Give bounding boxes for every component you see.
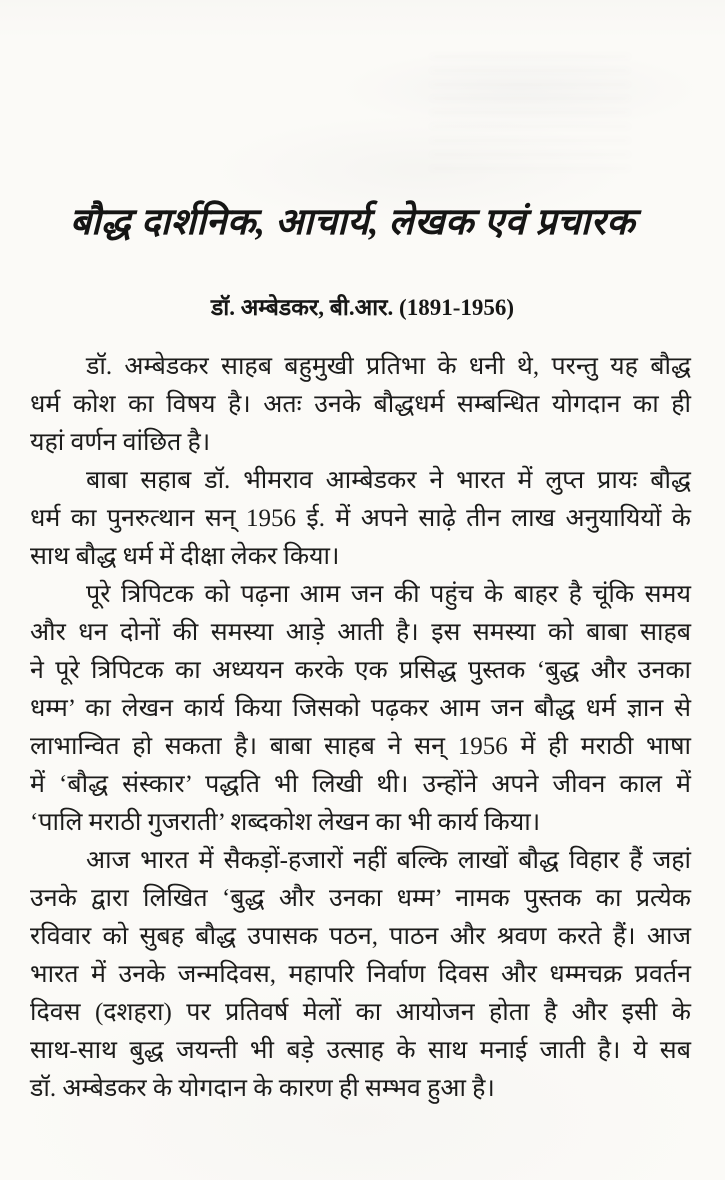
text-line: यहां वर्णन वांछित है। <box>30 429 211 457</box>
text-line: डॉ. अम्बेडकर साहब बहुमुखी प्रतिभा के धनी थे, परन्तु यह बौद्ध <box>86 353 691 381</box>
text-line: साथ-साथ बुद्ध जयन्ती भी बड़े उत्साह के साथ मनाई जाती है। ये सब <box>30 1037 691 1065</box>
text-line: बाबा सहाब डॉ. भीमराव आम्बेडकर ने भारत में लुप्त प्रायः बौद्ध <box>86 467 691 495</box>
paragraph <box>30 462 691 576</box>
text-line: लाभान्वित हो सकता है। बाबा साहब ने सन् 1956 में ही मराठी भाषा <box>30 733 691 761</box>
text-line: डॉ. अम्बेडकर के योगदान के कारण ही सम्भव हुआ है। <box>30 1075 495 1103</box>
entry-heading: डॉ. अम्बेडकर, बी.आर. (1891-1956) <box>210 295 515 321</box>
text-line: ने पूरे त्रिपिटक का अध्ययन करके एक प्रसिद्ध पुस्तक ‘बुद्ध और उनका <box>30 657 691 685</box>
text-line: दिवस (दशहरा) पर प्रतिवर्ष मेलों का आयोजन होता है और इसी के <box>30 999 691 1027</box>
text-line: उनके द्वारा लिखित ‘बुद्ध और उनका धम्म’ नामक पुस्तक का प्रत्येक <box>30 885 692 913</box>
text-line: ‘पालि मराठी गुजराती’ शब्दकोश लेखन का भी कार्य किया। <box>30 809 541 837</box>
text-line: रविवार को सुबह बौद्ध उपासक पठन, पाठन और श्रवण करते हैं। आज <box>30 923 691 951</box>
text-line: धर्म का पुनरुत्थान सन् 1956 ई. में अपने साढ़े तीन लाख अनुयायियों के <box>30 505 691 533</box>
paragraph <box>30 348 691 462</box>
text-line: धम्म’ का लेखन कार्य किया जिसको पढ़कर आम जन बौद्ध धर्म ज्ञान से <box>30 695 691 723</box>
text-line: आज भारत में सैकड़ों-हजारों नहीं बल्कि लाखों बौद्ध विहार हैं जहां <box>86 847 691 875</box>
text-line: धर्म कोश का विषय है। अतः उनके बौद्धधर्म सम्बन्धित योगदान का ही <box>30 391 691 419</box>
text-line: भारत में उनके जन्मदिवस, महापरि निर्वाण दिवस और धम्मचक्र प्रवर्तन <box>30 961 691 989</box>
text-line: पूरे त्रिपिटक को पढ़ना आम जन की पहुंच के बाहर है चूंकि समय <box>86 581 691 609</box>
text-line: साथ बौद्ध धर्म में दीक्षा लेकर किया। <box>30 543 340 571</box>
paragraph <box>30 842 691 1108</box>
paragraph <box>30 576 691 842</box>
text-line: और धन दोनों की समस्या आड़े आती है। इस समस्या को बाबा साहब <box>30 619 691 647</box>
text-line: में ‘बौद्ध संस्कार’ पद्धति भी लिखी थी। उन्होंने अपने जीवन काल में <box>30 771 691 799</box>
body-text <box>0 322 725 1108</box>
chapter-title: बौद्ध दार्शनिक, आचार्य, लेखक एवं प्रचारक <box>69 202 636 243</box>
